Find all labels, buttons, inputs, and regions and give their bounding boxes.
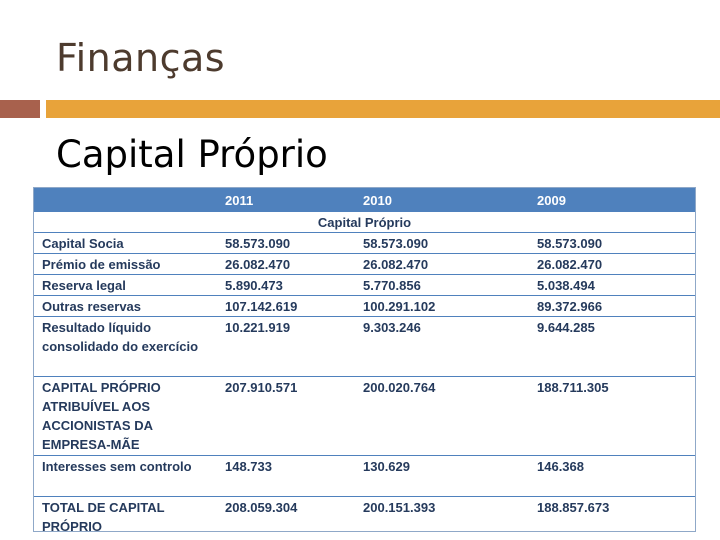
cell-2009: 146.368	[529, 456, 695, 497]
cell-2009: 5.038.494	[529, 275, 695, 296]
financial-table-container	[33, 187, 696, 532]
table-row	[34, 233, 695, 254]
cell-2011: 58.573.090	[217, 233, 355, 254]
table-row	[34, 296, 695, 317]
cell-2009: 9.644.285	[529, 317, 695, 377]
row-label: TOTAL DE CAPITAL PRÓPRIO	[42, 500, 165, 534]
cell-2011: 26.082.470	[217, 254, 355, 275]
accent-bar-left	[0, 100, 40, 118]
cell-2009: 26.082.470	[529, 254, 695, 275]
cell-2011: 148.733	[217, 456, 355, 497]
row-label: Resultado líquido consolidado do exercício	[34, 317, 217, 377]
row-label: Interesses sem controlo	[34, 456, 217, 497]
cell-2011: 10.221.919	[217, 317, 355, 377]
table-row	[34, 497, 695, 538]
cell-2009: 188.711.305	[529, 377, 695, 456]
cell-2010: 100.291.102	[355, 296, 529, 317]
cell-2009: 58.573.090	[529, 233, 695, 254]
header-year-2009: 2009	[529, 188, 695, 212]
cell-2010: 9.303.246	[355, 317, 529, 377]
row-label: CAPITAL PRÓPRIO ATRIBUÍVEL AOS ACCIONISTAS DA EMPRESA-MÃE	[34, 377, 217, 456]
header-year-2011: 2011	[217, 188, 355, 212]
cell-2010: 200.020.764	[355, 377, 529, 456]
cell-2010: 200.151.393	[363, 500, 436, 515]
row-label: Reserva legal	[34, 275, 217, 296]
accent-bar-right	[46, 100, 720, 118]
cell-2010: 58.573.090	[355, 233, 529, 254]
cell-2011: 107.142.619	[217, 296, 355, 317]
cell-2010: 130.629	[355, 456, 529, 497]
table-row	[34, 317, 695, 377]
table-row	[34, 254, 695, 275]
equity-table	[34, 188, 695, 537]
section-title: Capital Próprio	[34, 212, 695, 233]
cell-2011: 207.910.571	[217, 377, 355, 456]
section-title-row	[34, 212, 695, 233]
cell-2011: 208.059.304	[225, 500, 298, 515]
header-label-cell	[34, 188, 217, 212]
table-header-row	[34, 188, 695, 212]
row-label: Capital Socia	[34, 233, 217, 254]
table-row	[34, 377, 695, 456]
slide-title: Finanças	[56, 36, 226, 80]
row-label: Prémio de emissão	[34, 254, 217, 275]
row-label: Outras reservas	[34, 296, 217, 317]
table-row	[34, 456, 695, 497]
slide-subtitle: Capital Próprio	[56, 133, 328, 176]
cell-2010: 26.082.470	[355, 254, 529, 275]
cell-2009: 89.372.966	[529, 296, 695, 317]
table-row	[34, 275, 695, 296]
header-year-2010: 2010	[355, 188, 529, 212]
cell-2010: 5.770.856	[355, 275, 529, 296]
cell-2009: 188.857.673	[537, 500, 610, 515]
cell-2011: 5.890.473	[217, 275, 355, 296]
